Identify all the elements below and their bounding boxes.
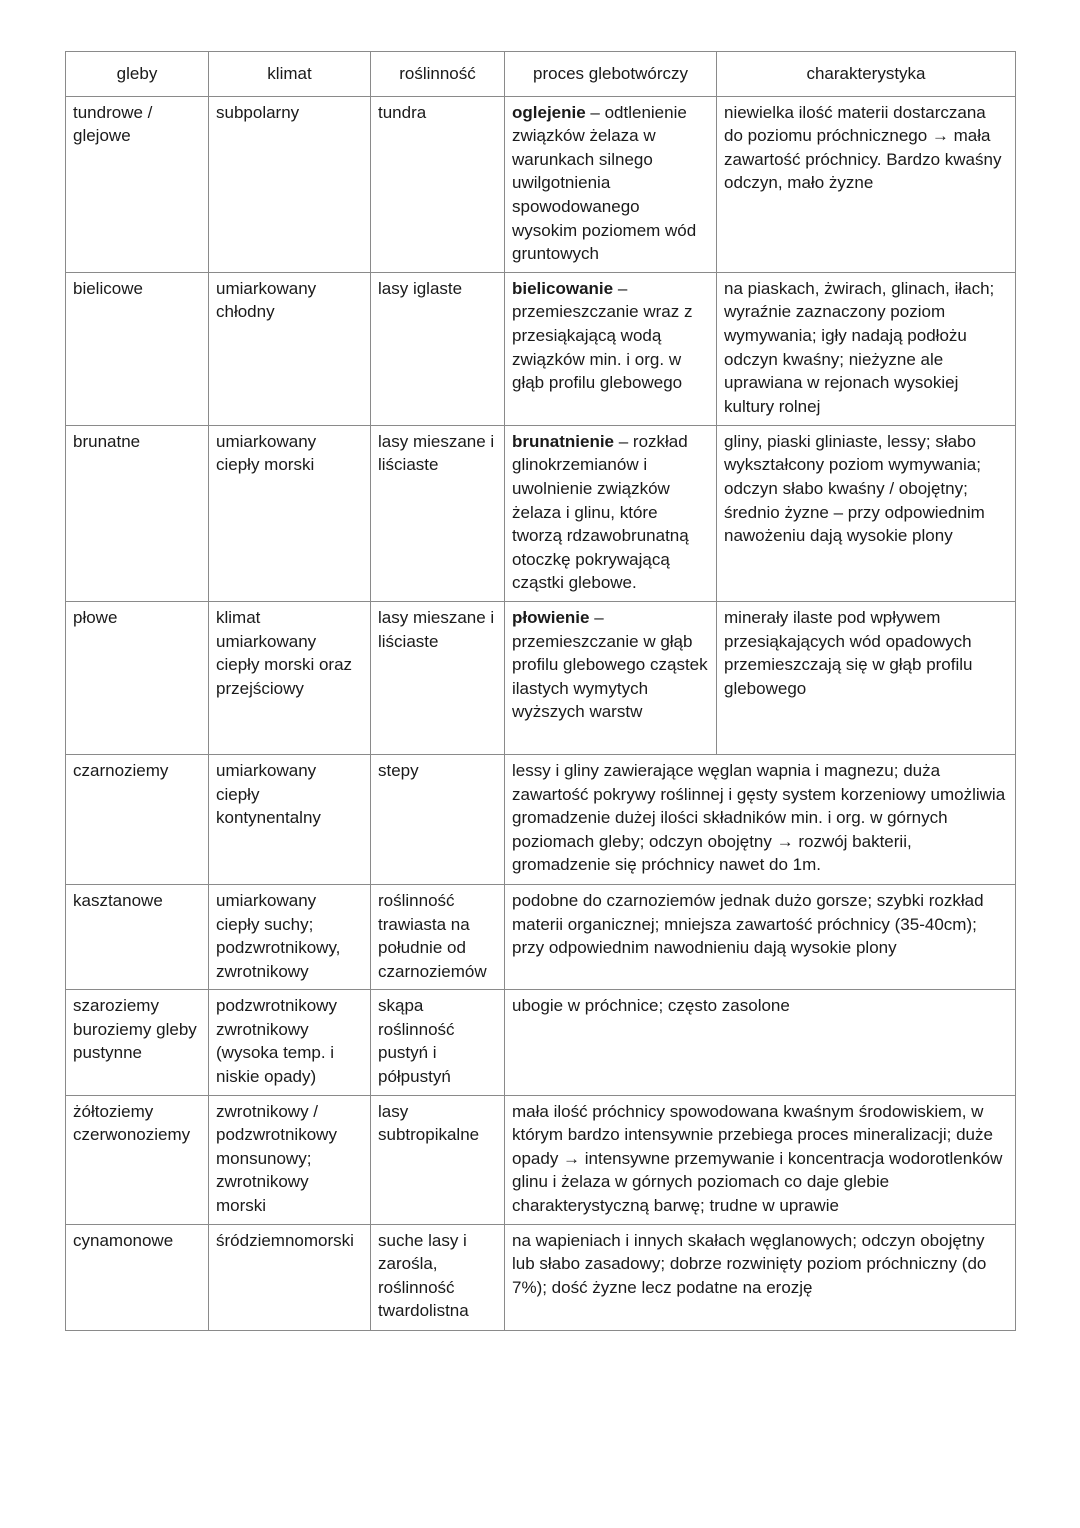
characteristics-cell: lessy i gliny zawierające węglan wapnia i magnezu; duża zawartość pokrywy roślinnej i gęsty system korzeniowy umożliwia gromadzenie dużej ilości składników min. i org. w górnych poziomach gleby; odczyn obojętny → rozwój bakterii, gromadzenie się próchnicy nawet do 1m.: [505, 754, 1016, 884]
process-cell: [505, 425, 717, 601]
vegetation-cell: suche lasy i zarośla, roślinność twardolistna: [371, 1224, 505, 1330]
characteristics-cell: na wapieniach i innych skałach węglanowych; odczyn obojętny lub słabo zasadowy; dobrze rozwinięty poziom próchniczny (do 7%); dość żyzne lecz podatne na erozję: [505, 1224, 1016, 1330]
characteristics-cell: minerały ilaste pod wpływem przesiąkających wód opadowych przemieszczają się w głąb profilu glebowego: [717, 601, 1016, 754]
soil-cell: brunatne: [66, 425, 209, 601]
characteristics-cell: ubogie w próchnice; często zasolone: [505, 990, 1016, 1095]
soil-table: [65, 51, 1016, 1331]
vegetation-cell: tundra: [371, 96, 505, 272]
process-desc: – przemieszczanie wraz z przesiąkającą wodą związków min. i org. w głąb profilu glebowego: [512, 278, 693, 393]
soil-cell: cynamonowe: [66, 1224, 209, 1330]
process-cell: [505, 96, 717, 272]
climate-cell: podzwrotnikowy zwrotnikowy (wysoka temp. i niskie opady): [209, 990, 371, 1095]
soil-cell: kasztanowe: [66, 884, 209, 989]
table-row: [66, 990, 1016, 1095]
process-cell: [505, 601, 717, 754]
table-row: [66, 96, 1016, 272]
climate-cell: umiarkowany chłodny: [209, 272, 371, 425]
header-klimat: klimat: [209, 52, 371, 97]
soil-cell: żółtoziemy czerwonoziemy: [66, 1095, 209, 1224]
header-charakterystyka: charakterystyka: [717, 52, 1016, 97]
table-row: [66, 272, 1016, 425]
vegetation-cell: lasy mieszane i liściaste: [371, 425, 505, 601]
table-row: [66, 1095, 1016, 1224]
climate-cell: klimat umiarkowany ciepły morski oraz przejściowy: [209, 601, 371, 754]
climate-cell: subpolarny: [209, 96, 371, 272]
process-name: bielicowanie: [512, 278, 614, 298]
process-cell: [505, 272, 717, 425]
characteristics-cell: mała ilość próchnicy spowodowana kwaśnym środowiskiem, w którym bardzo intensywnie przebiega proces mineralizacji; duże opady → intensywne przemywanie i koncentracja wodorotlenków glinu i żelaza w górnych poziomach co daje glebie charakterystyczną barwę; trudne w uprawie: [505, 1095, 1016, 1224]
header-gleby: gleby: [66, 52, 209, 97]
process-name: brunatnienie: [512, 431, 615, 451]
climate-cell: umiarkowany ciepły morski: [209, 425, 371, 601]
process-desc: – przemieszczanie w głąb profilu glebowego cząstek ilastych wymytych wyższych warstw: [512, 607, 708, 722]
climate-cell: umiarkowany ciepły kontynentalny: [209, 754, 371, 884]
vegetation-cell: lasy subtropikalne: [371, 1095, 505, 1224]
soil-cell: bielicowe: [66, 272, 209, 425]
climate-cell: umiarkowany ciepły suchy; podzwrotnikowy, zwrotnikowy: [209, 884, 371, 989]
vegetation-cell: stepy: [371, 754, 505, 884]
characteristics-cell: gliny, piaski gliniaste, lessy; słabo wykształcony poziom wymywania; odczyn słabo kwaśny / obojętny; średnio żyzne – przy odpowiednim nawożeniu dają wysokie plony: [717, 425, 1016, 601]
process-name: płowienie: [512, 607, 590, 627]
characteristics-cell: niewielka ilość materii dostarczana do poziomu próchnicznego → mała zawartość próchnicy. Bardzo kwaśny odczyn, mało żyzne: [717, 96, 1016, 272]
soil-cell: szaroziemy buroziemy gleby pustynne: [66, 990, 209, 1095]
table-row: [66, 601, 1016, 754]
header-roslinnosc: roślinność: [371, 52, 505, 97]
vegetation-cell: lasy iglaste: [371, 272, 505, 425]
process-desc: – odtlenienie związków żelaza w warunkach silnego uwilgotnienia spowodowanego wysokim poziomem wód gruntowych: [512, 102, 697, 264]
climate-cell: zwrotnikowy / podzwrotnikowy monsunowy; zwrotnikowy morski: [209, 1095, 371, 1224]
soil-cell: tundrowe / glejowe: [66, 96, 209, 272]
climate-cell: śródziemnomorski: [209, 1224, 371, 1330]
characteristics-cell: podobne do czarnoziemów jednak dużo gorsze; szybki rozkład materii organicznej; mniejsza zawartość próchnicy (35-40cm); przy odpowiednim nawodnieniu dają wysokie plony: [505, 884, 1016, 989]
soil-cell: płowe: [66, 601, 209, 754]
vegetation-cell: skąpa roślinność pustyń i półpustyń: [371, 990, 505, 1095]
vegetation-cell: roślinność trawiasta na południe od czarnoziemów: [371, 884, 505, 989]
process-desc: – rozkład glinokrzemianów i uwolnienie związków żelaza i glinu, które tworzą rdzawobrunatną otoczkę pokrywającą cząstki glebowe.: [512, 431, 689, 593]
table-row: [66, 425, 1016, 601]
table-row: [66, 884, 1016, 989]
table-row: [66, 754, 1016, 884]
header-row: [66, 52, 1016, 97]
vegetation-cell: lasy mieszane i liściaste: [371, 601, 505, 754]
characteristics-cell: na piaskach, żwirach, glinach, iłach; wyraźnie zaznaczony poziom wymywania; igły nadają podłożu odczyn kwaśny; nieżyzne ale uprawiana w rejonach wysokiej kultury rolnej: [717, 272, 1016, 425]
table-row: [66, 1224, 1016, 1330]
header-proces: proces glebotwórczy: [505, 52, 717, 97]
soil-cell: czarnoziemy: [66, 754, 209, 884]
process-name: oglejenie: [512, 102, 586, 122]
